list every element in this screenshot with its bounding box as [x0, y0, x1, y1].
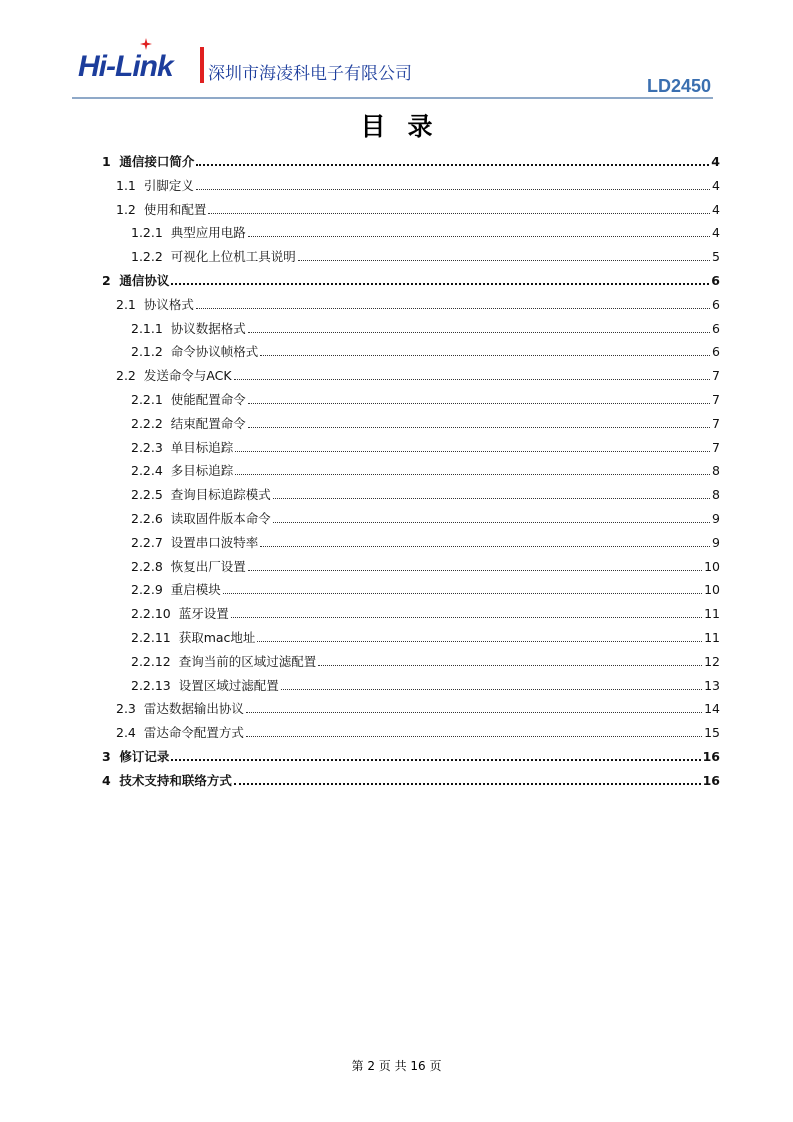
toc-entry[interactable]: [131, 459, 720, 479]
toc-number: 2.4: [116, 725, 136, 741]
leader-dots: [318, 665, 702, 666]
toc-number: 2.2.8: [131, 558, 163, 574]
toc-page: 7: [712, 368, 720, 384]
toc-entry[interactable]: [131, 221, 720, 241]
leader-dots: [246, 712, 702, 713]
toc-entry[interactable]: [131, 555, 720, 575]
toc-page: 16: [702, 749, 720, 764]
toc-title: 结束配置命令: [170, 415, 246, 431]
toc-page: 4: [712, 225, 720, 241]
toc-title: 雷达命令配置方式: [143, 725, 244, 741]
toc-title: 多目标追踪: [170, 463, 234, 479]
toc-title: 查询当前的区域过滤配置: [178, 653, 317, 669]
toc-page: 8: [712, 487, 720, 503]
toc-page: 6: [712, 344, 720, 360]
toc-title: 协议数据格式: [170, 320, 246, 336]
toc-number: 2.2.2: [131, 415, 163, 431]
toc-entry[interactable]: [131, 578, 720, 598]
toc-title: 技术支持和联络方式: [119, 772, 232, 788]
leader-dots: [257, 641, 702, 642]
leader-dots: [196, 189, 710, 190]
toc-number: 2.2.7: [131, 534, 163, 550]
leader-dots: [260, 546, 710, 547]
toc-page: 11: [704, 630, 720, 645]
toc-title: 单目标追踪: [170, 439, 234, 455]
toc-page: 5: [712, 249, 720, 265]
toc-title: 协议格式: [143, 296, 194, 312]
leader-dots: [298, 260, 710, 261]
toc-entry[interactable]: [131, 531, 720, 551]
toc-entry[interactable]: [102, 745, 720, 765]
toc-page: 16: [702, 772, 720, 788]
toc-number: 2.1: [116, 296, 136, 312]
toc-title: 重启模块: [170, 582, 221, 598]
toc-page: 9: [712, 534, 720, 550]
toc-page: 14: [704, 701, 720, 717]
toc-number: 2.1.1: [131, 320, 163, 336]
toc-entry[interactable]: [131, 674, 720, 694]
toc-entry[interactable]: [131, 317, 720, 337]
toc-entry[interactable]: [116, 293, 720, 313]
toc-number: 2.2.3: [131, 439, 163, 455]
toc-title: 获取mac地址: [178, 630, 256, 645]
toc-number: 2.3: [116, 701, 136, 717]
leader-dots: [234, 783, 701, 785]
leader-dots: [223, 593, 702, 594]
toc-page: 7: [712, 439, 720, 455]
toc-entry[interactable]: [131, 507, 720, 527]
toc-entry[interactable]: [102, 269, 720, 289]
toc-entry[interactable]: [131, 650, 720, 670]
toc-title: 发送命令与ACK: [143, 368, 232, 384]
star-icon: [140, 38, 152, 50]
toc-entry[interactable]: [131, 388, 720, 408]
toc-title: 设置区域过滤配置: [178, 677, 279, 693]
toc-entry[interactable]: [116, 174, 720, 194]
leader-dots: [171, 759, 700, 761]
toc-page: 13: [704, 677, 720, 693]
leader-dots: [196, 308, 710, 309]
toc-entry[interactable]: [131, 412, 720, 432]
toc-page: 4: [711, 154, 720, 169]
leader-dots: [248, 570, 702, 571]
leader-dots: [235, 451, 710, 452]
toc-number: 2.1.2: [131, 344, 163, 360]
toc-number: 2.2.5: [131, 487, 163, 503]
hilink-logo: Hi-Link: [78, 50, 173, 83]
toc-number: 4: [102, 772, 111, 788]
toc-number: 1.2: [116, 201, 136, 217]
company-name: 深圳市海凌科电子有限公司: [208, 64, 412, 84]
leader-dots: [248, 332, 710, 333]
page-footer: 第 2 页 共 16 页: [351, 1059, 442, 1073]
toc-number: 2.2: [116, 368, 136, 384]
toc-number: 1: [102, 154, 111, 169]
toc-title: 通信协议: [119, 273, 170, 288]
toc-entry[interactable]: [131, 340, 720, 360]
toc-page: 6: [712, 320, 720, 336]
leader-dots: [208, 213, 710, 214]
toc-title: 可视化上位机工具说明: [170, 249, 296, 265]
leader-dots: [234, 379, 710, 380]
leader-dots: [281, 689, 702, 690]
toc-page: 10: [704, 582, 720, 598]
toc-entry[interactable]: [131, 626, 720, 646]
toc-title: 读取固件版本命令: [170, 511, 271, 526]
toc-entry[interactable]: [131, 436, 720, 456]
toc-number: 2: [102, 273, 111, 288]
toc-entry[interactable]: [116, 721, 720, 741]
toc-entry[interactable]: [102, 769, 720, 789]
toc-page: 11: [704, 606, 720, 622]
toc-number: 1.1: [116, 177, 136, 193]
toc-title: 引脚定义: [143, 177, 194, 193]
page-title: 目录: [360, 112, 455, 141]
leader-dots: [235, 474, 710, 475]
leader-dots: [246, 736, 702, 737]
toc-page: 10: [704, 558, 720, 574]
toc-title: 命令协议帧格式: [170, 344, 259, 360]
logo-divider: [200, 47, 204, 83]
toc-title: 修订记录: [119, 749, 170, 764]
toc-page: 8: [712, 463, 720, 479]
toc-page: 6: [712, 296, 720, 312]
leader-dots: [231, 617, 702, 618]
toc-number: 3: [102, 749, 111, 764]
toc-number: 2.2.11: [131, 630, 171, 645]
toc-number: 2.2.13: [131, 677, 171, 693]
toc-page: 7: [712, 415, 720, 431]
toc-number: 1.2.1: [131, 225, 163, 241]
toc-entry[interactable]: [116, 364, 720, 384]
header-rule: [72, 97, 713, 99]
model-number: LD2450: [646, 76, 711, 96]
toc-title: 使用和配置: [143, 201, 207, 217]
toc-title: 典型应用电路: [170, 225, 246, 241]
toc-number: 2.2.4: [131, 463, 163, 479]
toc-entry[interactable]: [131, 245, 720, 265]
leader-dots: [273, 522, 710, 523]
leader-dots: [260, 355, 710, 356]
toc-number: 2.2.12: [131, 653, 171, 669]
toc-page: 4: [712, 177, 720, 193]
toc-number: 2.2.6: [131, 511, 163, 526]
leader-dots: [248, 427, 710, 428]
leader-dots: [196, 164, 709, 166]
toc-page: 15: [704, 725, 720, 741]
toc-entry[interactable]: [116, 697, 720, 717]
toc-entry[interactable]: [116, 198, 720, 218]
toc-title: 查询目标追踪模式: [170, 487, 271, 503]
toc-entry[interactable]: [131, 483, 720, 503]
toc-page: 9: [712, 511, 720, 526]
toc-entry[interactable]: [102, 150, 720, 170]
toc-title: 设置串口波特率: [170, 534, 259, 550]
toc-number: 2.2.9: [131, 582, 163, 598]
toc-page: 12: [704, 653, 720, 669]
toc-number: 2.2.10: [131, 606, 171, 622]
toc-title: 通信接口简介: [119, 154, 195, 169]
toc-page: 7: [712, 392, 720, 407]
leader-dots: [171, 283, 709, 285]
leader-dots: [273, 498, 710, 499]
leader-dots: [248, 236, 710, 237]
toc-page: 4: [712, 201, 720, 217]
toc-entry[interactable]: [131, 602, 720, 622]
toc-title: 雷达数据输出协议: [143, 701, 244, 717]
toc-title: 恢复出厂设置: [170, 558, 246, 574]
leader-dots: [248, 403, 710, 404]
toc-title: 使能配置命令: [170, 392, 246, 407]
toc-title: 蓝牙设置: [178, 606, 229, 622]
toc-page: 6: [711, 273, 720, 288]
toc-number: 1.2.2: [131, 249, 163, 265]
toc-number: 2.2.1: [131, 392, 163, 407]
